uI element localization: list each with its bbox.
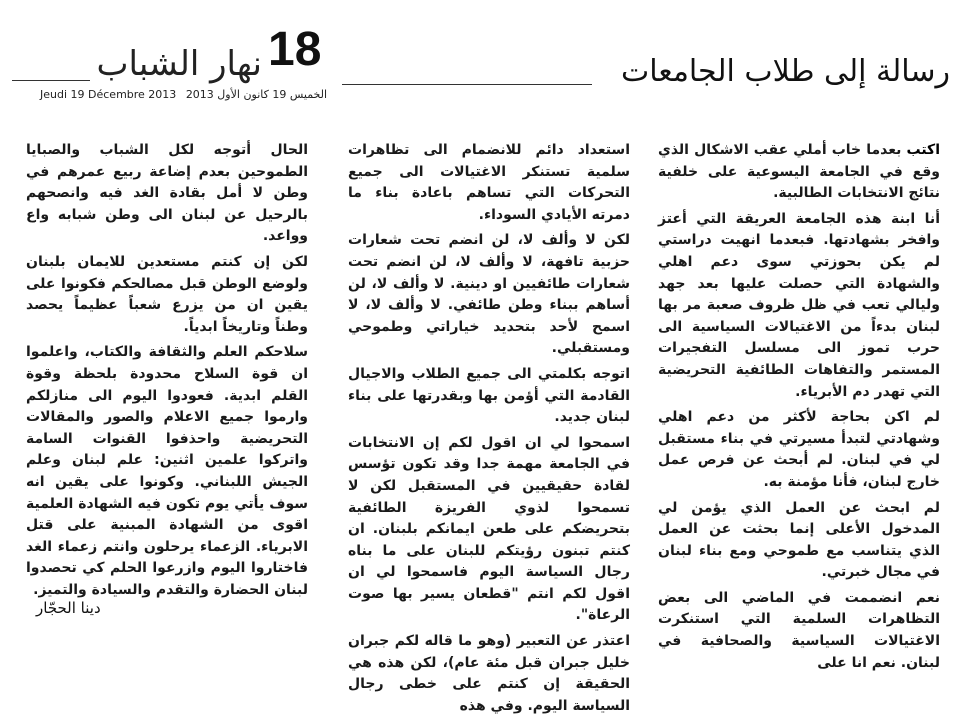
article-headline: رسالة إلى طلاب الجامعات <box>620 54 950 89</box>
paragraph: لكن لا وألف لا، لن انضم تحت شعارات حزبية تافهة، لا وألف لا، لن انضم تحت شعارات طائفيين او دينية. لا وألف لا، لن أساهم ببناء وطن طائفي. لا وألف لا، لا اسمح لأحد بتحديد خياراتي وطموحي ومستقبلي. <box>348 232 630 357</box>
article-column-2 <box>348 140 630 714</box>
paragraph: اتوجه بكلمتي الى جميع الطلاب والاجيال القادمة التي أؤمن بها وبقدرتها على بناء لبنان جديد. <box>348 365 630 426</box>
paragraph: اسمحوا لي ان اقول لكم إن الانتخابات في الجامعة مهمة جدا وقد تكون تؤسس لقادة حقيقيين في المستقبل لكن لا تسمحوا لذوي الفريزة الطائفية بتحريضكم على طعن ايمانكم بلبنان. ان كنتم تبنون رؤيتكم للبنان على ما بناه رجال السياسة اليوم فاسمحوا لي ان اقول لكم انتم "قطعان يسير بها صوت الرعاة". <box>348 434 630 624</box>
paragraph: نعم انضممت في الماضي الى بعض التظاهرات السلمية التي استنكرت الاغتيالات السياسية والصحافية في لبنان. نعم انا على <box>658 589 940 671</box>
section-rule <box>12 80 90 81</box>
paragraph: أنا ابنة هذه الجامعة العريقة التي أعتز وافخر بشهادتها. فبعدما انهيت دراستي لم يكن بحوزتي سوى دعم اهلي والشهادة التي حصلت عليها بعد جهد وليالي تعب في ظل ظروف صعبة مر بها لبنان بدءاً من الاغتيالات السياسية الى حرب تموز الى مسلسل التفجيرات المستمر والتفاهات الطائفية التحريضية التي تهدر دم الأبرياء. <box>658 210 940 400</box>
dateline <box>40 88 330 102</box>
paragraph: اعتذر عن التعبير (وهو ما قاله لكم جبران خليل جبران قبل مئة عام)، لكن هذه هي الحقيقة إن كنتم على خطى رجال السياسة اليوم. وفي هذه <box>348 633 630 714</box>
article-column-1 <box>658 140 940 671</box>
page-number: 18 <box>268 23 322 76</box>
masthead <box>0 0 960 120</box>
date-arabic: الخميس 19 كانون الأول 2013 <box>185 88 328 101</box>
paragraph: الحال أتوجه لكل الشباب والصبايا الطموحين بعدم إضاعة ربيع عمرهم في وطن لا أمل بقادة الغد فيه وانصحهم بالرحيل عن لبنان الى وطن شبابه واع وواعد. <box>26 142 308 245</box>
paragraph: استعداد دائم للانضمام الى تظاهرات سلمية تستنكر الاغتيالات الى جميع التحركات التي تساهم باعادة بناء ما دمرته الأيادي السوداء. <box>348 142 630 223</box>
headline-rule <box>342 84 592 85</box>
paragraph <box>658 140 940 205</box>
lead-word: اكتب <box>906 142 940 158</box>
paragraph-text: بعدما خاب أملي عقب الاشكال الذي وقع في الجامعة اليسوعية على خلفية نتائج الانتخابات الطالبية. <box>658 142 940 202</box>
date-french: Jeudi 19 Décembre 2013 <box>40 88 177 101</box>
paragraph: لم اكن بحاجة لأكثر من دعم اهلي وشهادتي لتبدأ مسيرتي في بناء مستقبل لي في لبنان. لم أبحث عن فرص عمل خارج لبنان، فأنا مؤمنة به. <box>658 409 940 490</box>
author-signature: دينا الحجّار <box>36 599 101 617</box>
article-column-3 <box>26 140 308 598</box>
section-title: نهار الشباب <box>96 44 262 84</box>
paragraph: سلاحكم العلم والثقافة والكتاب، واعلموا ان قوة السلاح محدودة بلحظة وقوة القلم ابدية. فعودوا اليوم الى منازلكم وارموا جميع الاعلام والصور والمقالات التحريضية واحذفوا القنوات السامة واتركوا علمين اثنين: علم لبنان وعلم الجيش اللبناني. وكونوا على يقين انه سوف يأتي يوم تكون فيه الشهادة العلمية اقوى من الشهادة المبنية على قتل الابرياء. الزعماء يرحلون وانتم زعماء الغد فاختاروا اليوم وازرعوا الحلم كي تحصدوا لبنان الحضارة والتقدم والسيادة والتميز. <box>26 344 308 598</box>
paragraph: لكن إن كنتم مستعدين للايمان بلبنان ولوضع الوطن قبل مصالحكم فكونوا على يقين ان من يزرع شعباً عظيماً يحصد وطناً وتاريخاً ابدياً. <box>26 253 308 335</box>
paragraph: لم ابحث عن العمل الذي يؤمن لي المدخول الأعلى إنما بحثت عن العمل الذي يتناسب مع طموحي ومع بناء لبنان في مجال خبرتي. <box>658 499 940 581</box>
